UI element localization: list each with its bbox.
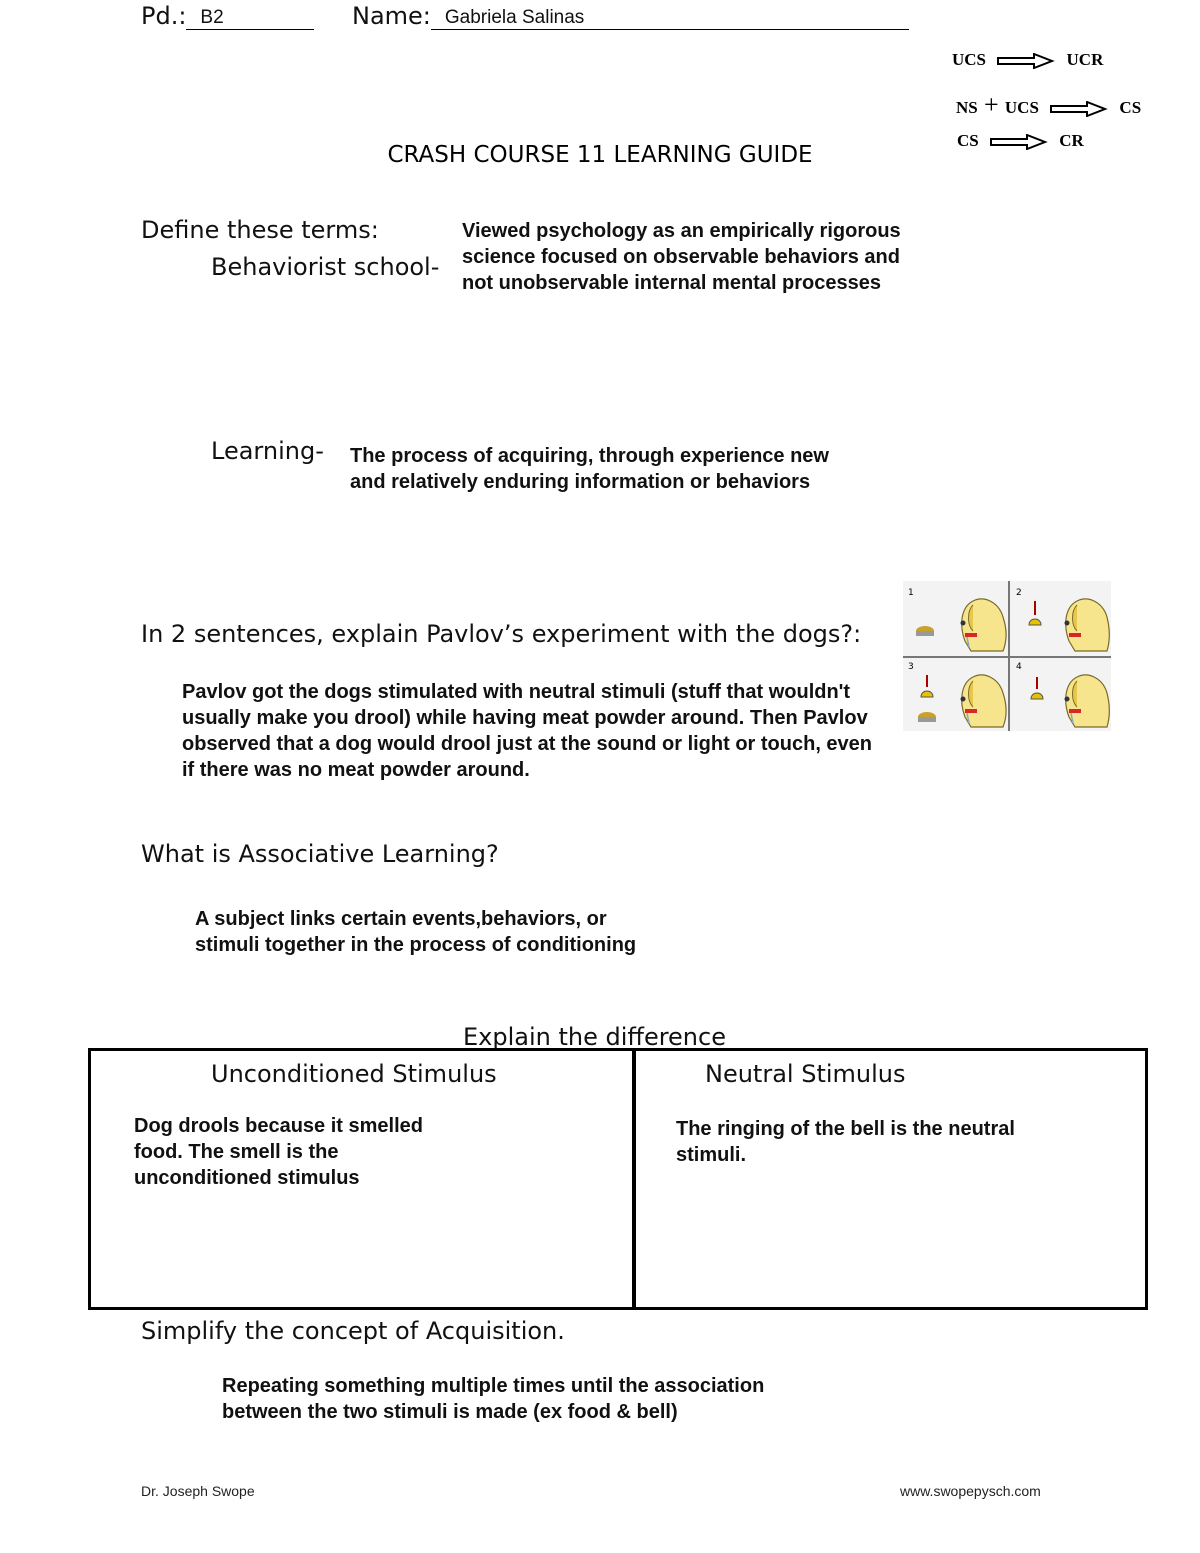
name-field (352, 2, 909, 30)
footer-author: Dr. Joseph Swope (141, 1483, 255, 1499)
define-heading: Define these terms: (141, 216, 379, 244)
pd-blank[interactable] (186, 3, 314, 30)
formula-row-2 (956, 90, 1141, 120)
panel-4-number: 4 (1016, 662, 1022, 672)
formula-cs: CS (1119, 98, 1142, 117)
panel-1-number: 1 (908, 588, 914, 598)
formula-row-1 (952, 50, 1103, 70)
panel-2-number: 2 (1016, 588, 1022, 598)
neutral-title: Neutral Stimulus (705, 1060, 906, 1088)
name-blank[interactable] (431, 3, 909, 30)
associative-question: What is Associative Learning? (141, 840, 499, 868)
arrow-icon (996, 53, 1056, 69)
unconditioned-title: Unconditioned Stimulus (211, 1060, 497, 1088)
formula-cr: CR (1059, 131, 1084, 150)
plus-sign: + (983, 90, 999, 119)
pd-value: B2 (200, 7, 224, 28)
acquisition-answer: Repeating something multiple times until the association between the two stimuli is made (ex food & bell) (222, 1375, 765, 1423)
difference-heading: Explain the difference (463, 1023, 726, 1051)
bowl-base (918, 717, 936, 722)
pd-label: Pd.: (141, 2, 187, 30)
panel-3-number: 3 (908, 662, 914, 672)
acquisition-question: Simplify the concept of Acquisition. (141, 1317, 565, 1345)
associative-answer: A subject links certain events,behaviors, or stimuli together in the process of conditioning (195, 908, 637, 956)
behaviorist-label: Behaviorist school- (211, 253, 440, 281)
formula-ucs: UCS (952, 50, 987, 69)
pd-field (141, 2, 314, 30)
learning-answer: The process of acquiring, through experience new and relatively enduring information or behaviors (350, 445, 829, 493)
pavlov-illustration (903, 581, 1111, 731)
behaviorist-answer: Viewed psychology as an empirically rigorous science focused on observable behaviors and not unobservable internal mental processes (462, 220, 901, 294)
footer-website[interactable]: www.swopepysch.com (900, 1483, 1041, 1499)
name-label: Name: (352, 2, 431, 30)
bowl-base (916, 631, 934, 636)
name-value: Gabriela Salinas (444, 7, 585, 28)
formula-ns: NS (956, 98, 978, 117)
neutral-answer: The ringing of the bell is the neutral stimuli. (676, 1118, 1015, 1166)
formula-ucs-2: UCS (1004, 98, 1039, 117)
pavlov-question: In 2 sentences, explain Pavlov’s experiment with the dogs?: (141, 620, 862, 648)
pavlov-answer: Pavlov got the dogs stimulated with neutral stimuli (stuff that wouldn't usually make you drool) while having meat powder around. Then Pavlov observed that a dog would drool just at the sound or light or touch, even if there was no meat powder around. (182, 681, 873, 781)
learning-label: Learning- (211, 437, 324, 465)
arrow-icon (1049, 101, 1109, 117)
formula-cs-2: CS (957, 131, 979, 150)
unconditioned-answer: Dog drools because it smelled food. The smell is the unconditioned stimulus (134, 1115, 423, 1189)
page-title: CRASH COURSE 11 LEARNING GUIDE (387, 142, 813, 168)
formula-ucr: UCR (1066, 50, 1104, 69)
